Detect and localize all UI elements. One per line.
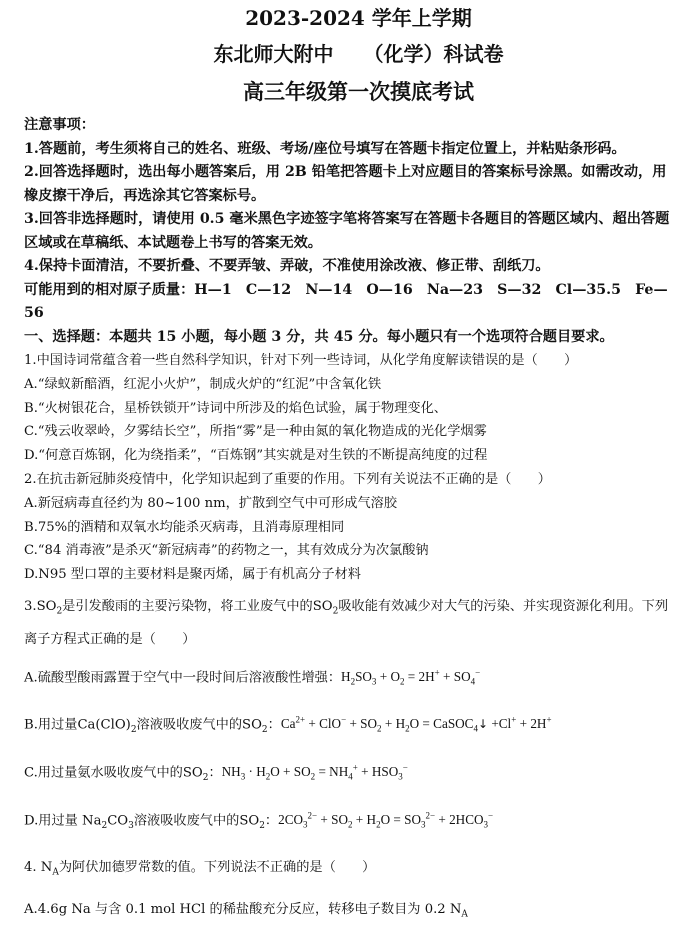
header-year-term: 2023-2024 学年上学期: [245, 6, 472, 30]
q2-option-a: A.新冠病毒直径约为 80~100 nm，扩散到空气中可形成气溶胶: [24, 495, 398, 511]
q3-option-c: C.用过量氨水吸收废气中的$SO_2$：$NH_3 \cdot H_2O + SO_2 = NH_4^+ + HSO_3^-$: [24, 762, 408, 783]
q1-option-d: D.“何意百炼钢，化为绕指柔”，“百炼钢”其实就是对生铁的不断提高纯度的过程: [24, 448, 488, 464]
question-1: [24, 349, 693, 468]
note-item-2: 2.回答选择题时，选出每小题答案后，用 2B 铅笔把答题卡上对应题目的答案标号涂黑。如需改动，用橡皮擦干净后，再选涂其它答案标号。: [24, 164, 667, 204]
header-subject: （化学）科试卷: [363, 42, 504, 66]
q3-stem: $3.SO_2$是引发酸雨的主要污染物，将工业废气中的$SO_2$吸收能有效减少对大气的污染、并实现资源化利用。下列离子方程式正确的是（ ）: [24, 598, 669, 647]
header-exam-name: 高三年级第一次摸底考试: [243, 79, 474, 104]
note-item-1: 1.答题前，考生须将自己的姓名、班级、考场/座位号填写在答题卡指定位置上，并粘贴条形码。: [24, 140, 626, 157]
notes-heading: 注意事项：: [24, 117, 95, 133]
q3-option-d: D.用过量 $Na_2CO_3$溶液吸收废气中的$SO_2$：$2CO_3^{2-} + SO_2 + H_2O = SO_3^{2-} + 2HCO_3^-$: [24, 810, 494, 831]
q3-option-b: B.用过量$Ca(ClO)_2$溶液吸收废气中的$SO_2$：$Ca^{2+} + ClO^- + SO_2 + H_2O$ = CaSOC$_4$↓ +Cl+ + 2H+: [24, 714, 552, 735]
q3-option-a: A.硫酸型酸雨露置于空气中一段时间后溶液酸性增强：$H_2SO_3 + O_2 = 2H^+ + SO_4^-$: [24, 667, 481, 687]
q1-option-a: A.“绿蚁新醅酒，红泥小火炉”，制成火炉的“红泥”中含氧化铁: [24, 376, 382, 392]
q2-stem: 2.在抗击新冠肺炎疫情中，化学知识起到了重要的作用。下列有关说法不正确的是（ ）: [24, 471, 551, 487]
question-4: [24, 849, 693, 934]
q1-option-b: B.“火树银花合，星桥铁锁开”诗词中所涉及的焰色试验，属于物理变化、: [24, 400, 447, 416]
q2-option-c: C.“84 消毒液”是杀灭“新冠病毒”的药物之一，其有效成分为次氯酸钠: [24, 543, 429, 559]
note-item-4: 4.保持卡面清洁，不要折叠、不要弄皱、弄破，不准使用涂改液、修正带、刮纸刀。: [24, 258, 550, 274]
note-item-3: 3.回答非选择题时，请使用 0.5 毫米黑色字迹签字笔将答案写在答题卡各题目的答题区域内、超出答题区域或在草稿纸、本试题卷上书写的答案无效。: [24, 211, 670, 251]
section-1-heading: 一、选择题：本题共 15 小题，每小题 3 分，共 45 分。每小题只有一个选项符合题目要求。: [24, 328, 614, 345]
q1-option-c: C.“残云收翠岭，夕雾结长空”，所指“雾”是一种由氮的氧化物造成的光化学烟雾: [24, 424, 487, 440]
notes-section: [24, 114, 693, 326]
q4-option-a: A.4.6g Na 与含 0.1 mol HCl 的稀盐酸充分反应，转移电子数目为 0.2 $N_A$: [24, 902, 468, 921]
question-2: [24, 468, 693, 587]
header-school-subject: [24, 40, 693, 68]
q2-option-b: B.75%的酒精和双氧水均能杀灭病毒，且消毒原理相同: [24, 519, 345, 535]
q4-stem: 4. $N_A$为阿伏加德罗常数的值。下列说法不正确的是（ ）: [24, 859, 376, 878]
header-school: 东北师大附中: [213, 42, 334, 66]
q1-stem: 1.中国诗词常蕴含着一些自然科学知识，针对下列一些诗词，从化学角度解读错误的是（ ）: [24, 353, 578, 368]
q2-option-d: D.N95 型口罩的主要材料是聚丙烯，属于有机高分子材料: [24, 567, 361, 583]
question-3: [24, 593, 693, 845]
atomic-masses: 可能用到的相对原子质量：H—1 C—12 N—14 O—16 Na—23 S—32 Cl—35.5 Fe—56: [24, 281, 668, 321]
